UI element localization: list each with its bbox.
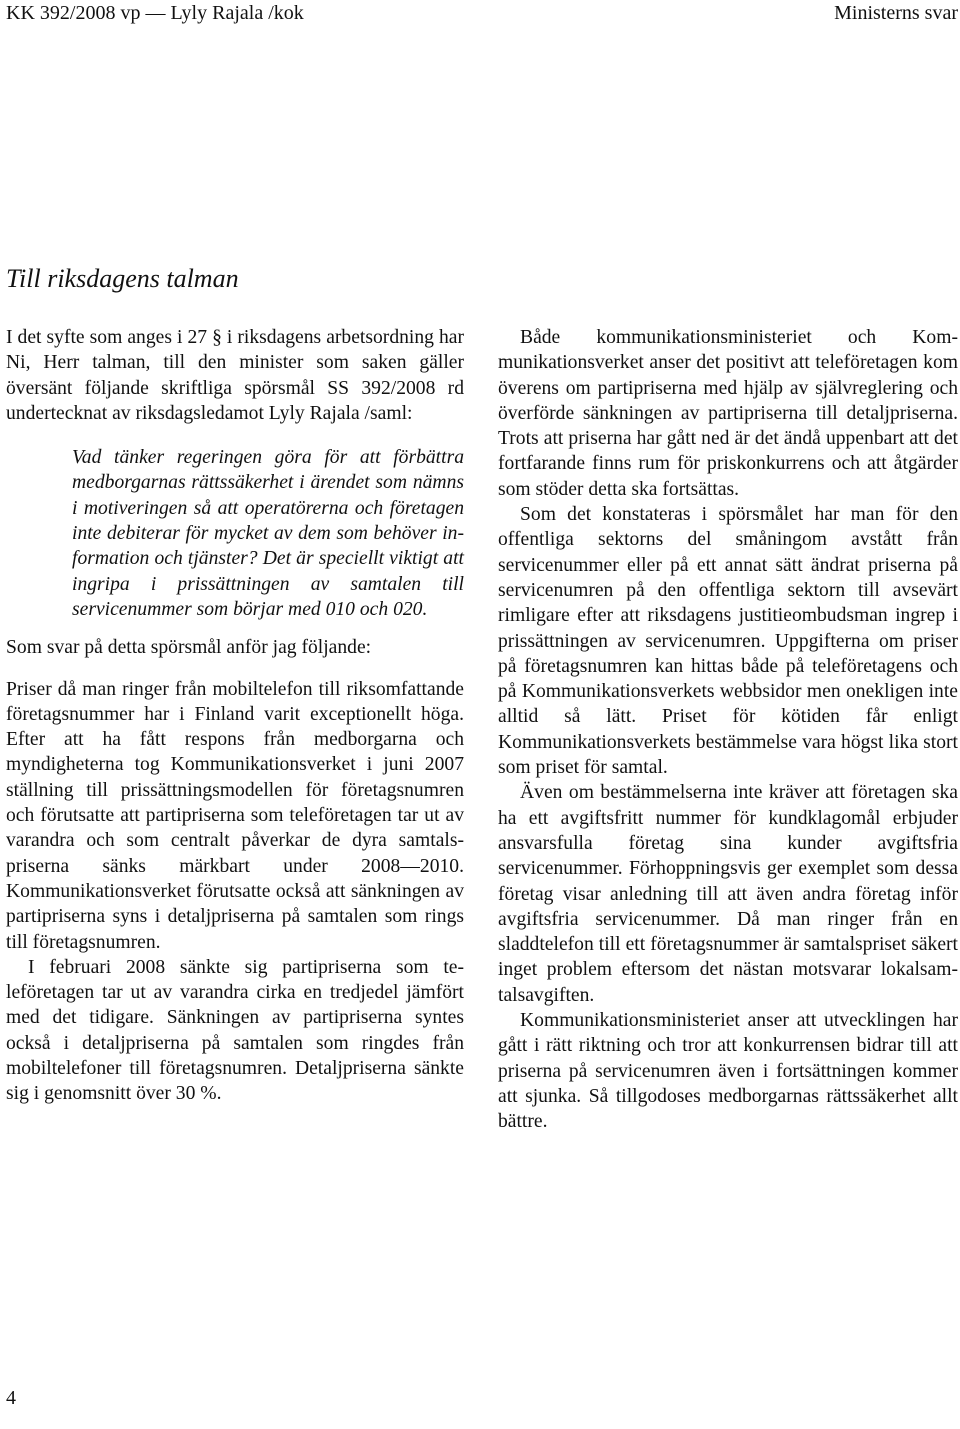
header-section-title: Ministerns svar (834, 2, 958, 24)
answer-paragraph-5: Även om bestämmelserna inte kräver att företagen ska ha ett avgiftsfritt nummer för kundklagomål erbjuder ansvarsfulla företag sina kunder avgiftsfria servicenummer. Förhoppningsvis ger exemplet som dessa företag visar anledning till att även andra företag inför avgiftsfria servicenummer. Då man ringer från en sladdtelefon till ett företagsnummer är samtalspriset säkert inget problem eftersom det nästan motsvarar lokalsamtalsavgiften. (498, 782, 958, 1006)
answer-paragraph-2: I februari 2008 sänkte sig partipriserna som teleföretagen tar ut av varandra cirka en tredjedel jämfört med det tidigare. Sänkningen av partipriserna syntes också i detaljpriserna på samtalen som ringdes från mobiltelefoner till företagsnumren. Detaljpriserna sänkte sig i genomsnitt över 30 %. (6, 956, 464, 1105)
page-number: 4 (6, 1387, 16, 1409)
right-column (498, 325, 958, 1135)
intro-paragraph: I det syfte som anges i 27 § i riksdagens arbetsordning har Ni, Herr talman, till den minister som saken gäller översänt följande skriftliga spörsmål SS 392/2008 rd undertecknat av riksdagsledamot Lyly Rajala /saml: (6, 327, 464, 424)
answer-paragraph-3: Både kommunikationsministeriet och Kommunikationsverket anser det positivt att teleföretagen kom överens om partipriserna med hjälp av självreglering och överförde sänkningen av partipriserna till detaljpriserna. Trots att priserna har gått ned är det ändå uppenbart att det fortfarande finns rum för priskonkurrens och att åtgärder som stöder detta ska fortsättas. (498, 327, 958, 500)
page-title: Till riksdagens talman (6, 264, 239, 293)
left-column (6, 325, 464, 1107)
answer-intro: Som svar på detta spörsmål anför jag följande: (6, 637, 372, 659)
header-document-id: KK 392/2008 vp — Lyly Rajala /kok (6, 2, 304, 24)
answer-paragraph-4: Som det konstateras i spörsmålet har man för den offentliga sektorns del småningom avstått från servicenummer eller på ett annat sätt ändrat priserna på servicenumren på den offentliga sektorn till avsevärt rimligare efter att riksdagens justitieombudsman ingrep i prissättningen av servicenumren. Uppgifterna om priser på företagsnumren kan hittas både på teleföretagens och på Kommunikationsverkets webbsidor men onekligen inte alltid så lätt. Priset för kötiden får enligt Kommunikationsverkets bestämmelse vara högst lika stort som priset för samtal. (498, 504, 958, 779)
answer-paragraph-6: Kommunikationsministeriet anser att utvecklingen har gått i rätt riktning och tror att konkurrensen bidrar till att priserna på servicenumren även i fortsättningen kommer att sjunka. Så tillgodoses medborgarnas rättssäkerhet allt bättre. (498, 1010, 958, 1133)
answer-paragraph-1: Priser då man ringer från mobiltelefon till riksomfattande företagsnummer har i Finland varit exceptionellt höga. Efter att ha fått respons från medborgarna och myndigheterna tog Kommunikationsverket i juni 2007 ställning till prissättningsmodellen för företagsnumren och förutsatte att partipriserna som teleföretagen tar ut av varandra och som centralt påverkar de dyra samtalspriserna sänks märkbart under 2008—2010. Kommunikationsverket förutsatte också att sänkningen av partipriserna syns i detaljpriserna på samtalen som rings till företagsnumren. (6, 678, 464, 953)
question-quote: Vad tänker regeringen göra för att förbättra medborgarnas rättssäkerhet i ärendet som nämns i motiveringen så att operatörerna och företagen inte debiterar för mycket av dem som behöver information och tjänster? Det är speciellt viktigt att ingripa i prissättningen av samtalen till servicenummer som börjar med 010 och 020. (72, 447, 464, 620)
page-header (6, 0, 960, 26)
